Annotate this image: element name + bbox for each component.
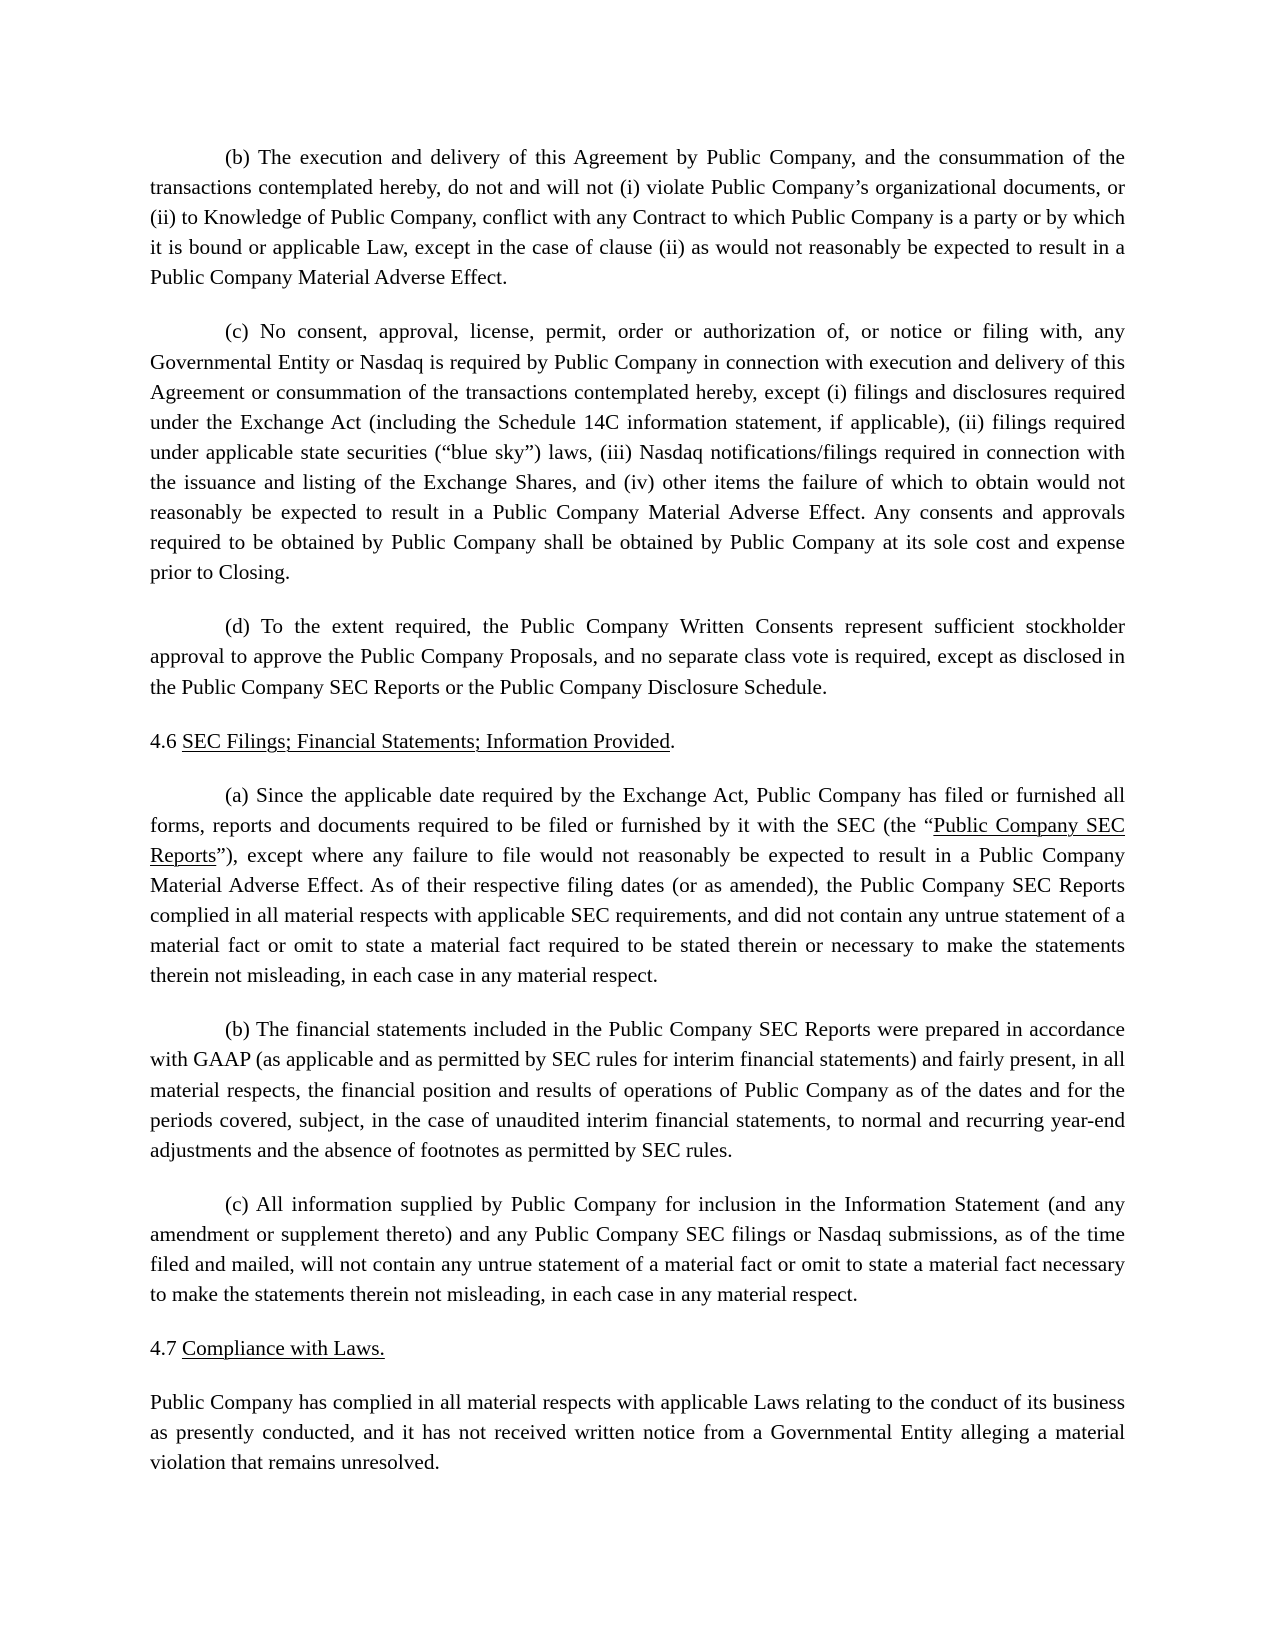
paragraph-a-sec-filings [150,780,1125,991]
section-number-4-7: 4.7 [150,1336,182,1361]
paragraph-b-financial-statements: (b) The financial statements included in the Public Company SEC Reports were prepared in accordance with GAAP (as applicable and as permitted by SEC rules for interim financial statements) and fairly present, in all material respects, the financial position and results of operations of Public Company as of the dates and for the periods covered, subject, in the case of unaudited interim financial statements, to normal and recurring year-end adjustments and the absence of footnotes as permitted by SEC rules. [150,1017,1125,1162]
paragraph-a-text-after: ”), except where any failure to file would not reasonably be expected to result in a Public Company Material Adverse Effect. As of their respective filing dates (or as amended), the Public Company SEC Reports complied in all material respects with applicable SEC requirements, and did not contain any untrue statement of a material fact or omit to state a material fact required to be stated therein or necessary to make the statements therein not misleading, in each case in any material respect. [150,842,1125,988]
paragraph-d-written-consents: (d) To the extent required, the Public Company Written Consents represent sufficient stockholder approval to approve the Public Company Proposals, and no separate class vote is required, except as disclosed in the Public Company SEC Reports or the Public Company Disclosure Schedule. [150,614,1125,699]
paragraph-a-text-before: (a) Since the applicable date required by the Exchange Act, Public Company has filed or furnished all forms, reports and documents required to be filed or furnished by it with the SEC (the “ [150,782,1125,837]
paragraph-c-information-supplied: (c) All information supplied by Public Company for inclusion in the Information Statement (and any amendment or supplement thereto) and any Public Company SEC filings or Nasdaq submissions, as of the time filed and mailed, will not contain any untrue statement of a material fact or omit to state a material fact necessary to make the statements therein not misleading, in each case in any material respect. [150,1191,1125,1307]
section-title-4-6-period: . [669,728,676,753]
paragraph-compliance-with-laws: Public Company has complied in all material respects with applicable Laws relating to the conduct of its business as presently conducted, and it has not received written notice from a Governmental Entity alleging a material violation that remains unresolved. [150,1390,1125,1475]
paragraph-b-execution-delivery: (b) The execution and delivery of this Agreement by Public Company, and the consummation of the transactions contemplated hereby, do not and will not (i) violate Public Company’s organizational documents, or (ii) to Knowledge of Public Company, conflict with any Contract to which Public Company is a party or by which it is bound or applicable Law, except in the case of clause (ii) as would not reasonably be expected to result in a Public Company Material Adverse Effect. [150,145,1125,290]
section-heading-4-6 [150,726,1125,756]
section-heading-4-7 [150,1333,1125,1363]
section-title-4-7: Compliance with Laws. [181,1336,385,1361]
paragraph-c-no-consent: (c) No consent, approval, license, permit, order or authorization of, or notice or filing with, any Governmental Entity or Nasdaq is required by Public Company in connection with execution and delivery of this Agreement or consummation of the transactions contemplated hereby, except (i) filings and disclosures required under the Exchange Act (including the Schedule 14C information statement, if applicable), (ii) filings required under applicable state securities (“blue sky”) laws, (iii) Nasdaq notifications/filings required in connection with the issuance and listing of the Exchange Shares, and (iv) other items the failure of which to obtain would not reasonably be expected to result in a Public Company Material Adverse Effect. Any consents and approvals required to be obtained by Public Company shall be obtained by Public Company at its sole cost and expense prior to Closing. [150,319,1125,585]
section-number-4-6: 4.6 [150,728,182,753]
section-title-4-6: SEC Filings; Financial Statements; Information Provided [181,728,670,753]
document-page [150,142,1125,1502]
defined-term-public-company-sec-reports: Public Company SEC Reports [150,812,1126,867]
